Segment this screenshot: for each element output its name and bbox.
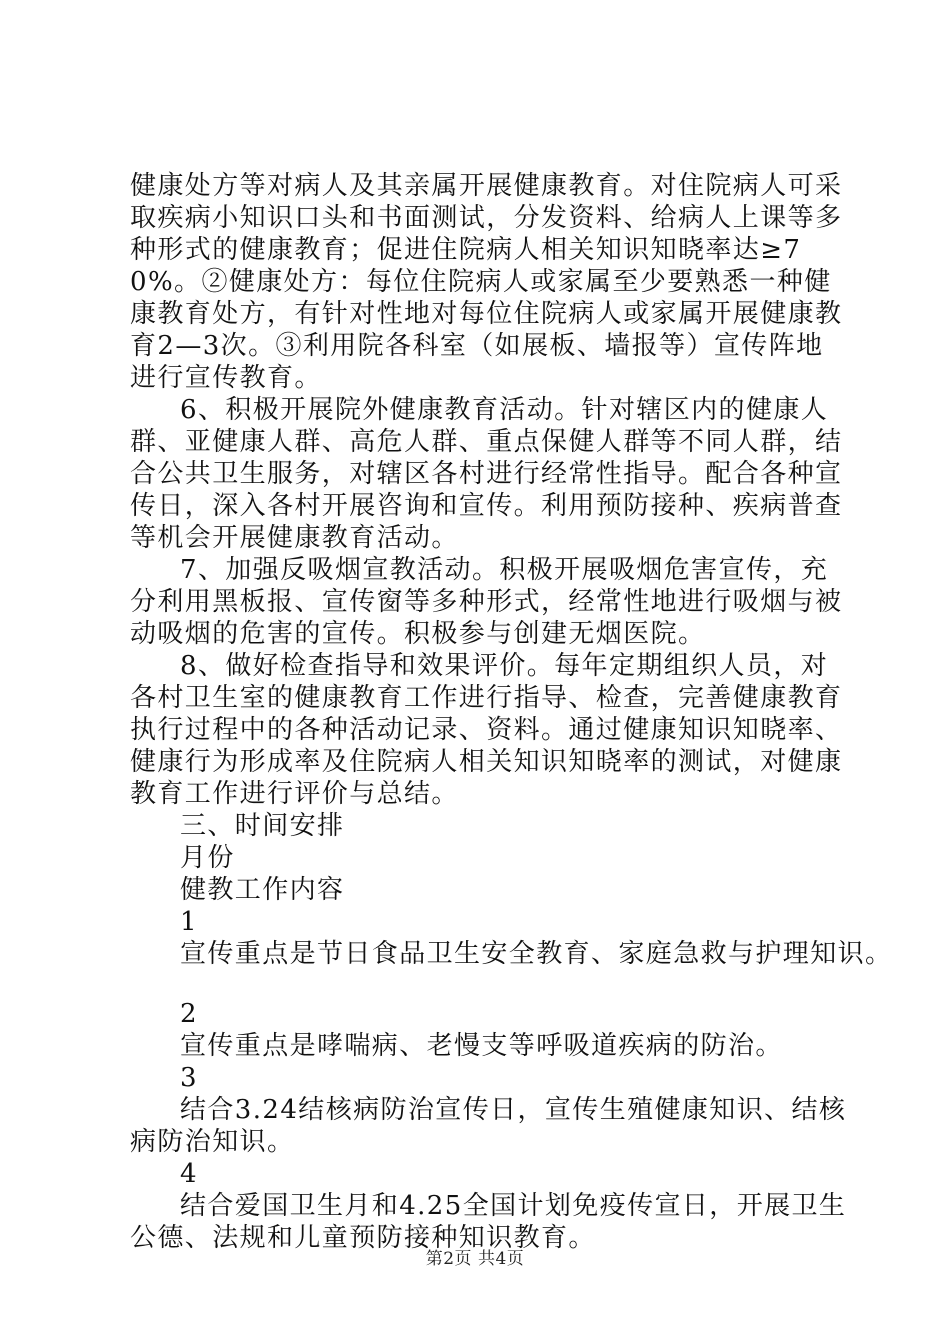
schedule-row-content: 宣传重点是哮喘病、老慢支等呼吸道疾病的防治。: [180, 1031, 783, 1061]
paragraph-health-prescription: 健康处方等对病人及其亲属开展健康教育。对住院病人可采取疾病小知识口头和书面测试，分发资料、给病人上课等多种形式的健康教育；促进住院病人相关知识知晓率达≥70%。②健康处方：每位住院病人或家属至少要熟悉一种健康教育处方，有针对性地对每位住院病人或家属开展健康教育2—3次。③利用院各科室（如展板、墙报等）宣传阵地进行宣传教育。: [130, 171, 843, 393]
schedule-row-content: 结合3.24结核病防治宣传日，宣传生殖健康知识、结核病防治知识。: [130, 1095, 847, 1157]
section-heading-schedule: 三、时间安排: [180, 811, 345, 841]
document-body: [130, 170, 893, 1254]
schedule-row-month: 2: [180, 999, 198, 1029]
schedule-row: [130, 1062, 850, 1158]
schedule-header-month: 月份: [180, 843, 235, 873]
schedule-row-content: 宣传重点是节日食品卫生安全教育、家庭急救与护理知识。: [180, 939, 893, 969]
schedule-header-content: 健教工作内容: [180, 875, 345, 905]
schedule-row: [130, 906, 893, 970]
paragraph-item-8: 8、做好检查指导和效果评价。每年定期组织人员，对各村卫生室的健康教育工作进行指导、检查，完善健康教育执行过程中的各种活动记录、资料。通过健康知识知晓率、健康行为形成率及住院病人相关知识知晓率的测试，对健康教育工作进行评价与总结。: [130, 651, 843, 809]
paragraph-item-6: 6、积极开展院外健康教育活动。针对辖区内的健康人群、亚健康人群、高危人群、重点保健人群等不同人群，结合公共卫生服务，对辖区各村进行经常性指导。配合各种宣传日，深入各村开展咨询和宣传。利用预防接种、疾病普查等机会开展健康教育活动。: [130, 395, 843, 553]
schedule-row: [130, 998, 850, 1062]
paragraph-item-7: 7、加强反吸烟宣教活动。积极开展吸烟危害宣传，充分利用黑板报、宣传窗等多种形式，经常性地进行吸烟与被动吸烟的危害的宣传。积极参与创建无烟医院。: [130, 555, 843, 649]
schedule-row-month: 1: [180, 907, 198, 937]
schedule-row: [130, 1158, 850, 1254]
schedule-row-month: 3: [180, 1063, 198, 1093]
schedule-row-month: 4: [180, 1159, 198, 1189]
spacer: [130, 970, 850, 998]
schedule-table: [130, 842, 893, 1254]
page-number-footer: 第2页 共4页: [425, 1249, 525, 1269]
schedule-row-content: 结合爱国卫生月和4.25全国计划免疫传宣日，开展卫生公德、法规和儿童预防接种知识教育。: [130, 1191, 847, 1253]
